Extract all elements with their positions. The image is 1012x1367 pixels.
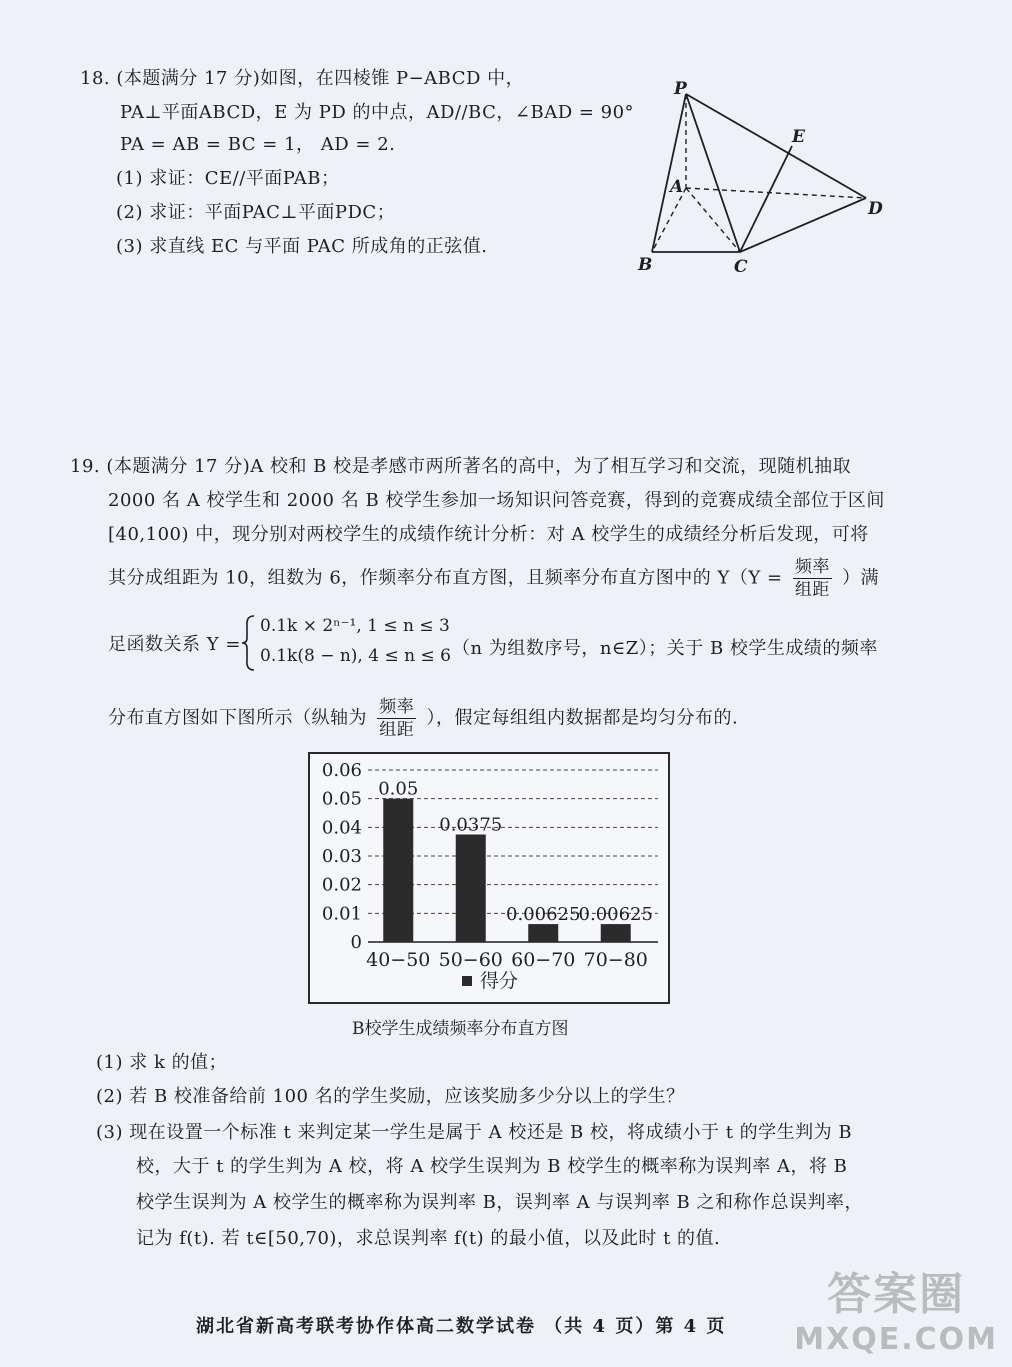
q18-sub2: (2) 求证：平面PAC⊥平面PDC；: [116, 202, 396, 223]
label-E: E: [792, 127, 805, 147]
bar-40−50: [383, 799, 413, 942]
q19-line5-a: 足函数关系 Y =: [108, 634, 241, 655]
fraction-freq-over-width-2: [377, 696, 416, 741]
fraction-numerator-2: 频率: [379, 697, 415, 717]
q18-sub3: (3) 求直线 EC 与平面 PAC 所成角的正弦值.: [116, 236, 488, 257]
piecewise-case-1: 0.1k × 2ⁿ⁻¹, 1 ≤ n ≤ 3: [260, 616, 450, 636]
q19-line5-b: （n 为组数序号，n∈Z）；关于 B 校学生成绩的频率: [452, 638, 878, 659]
q19-line6: [108, 696, 738, 741]
label-D: D: [868, 199, 883, 219]
x-tick-label: 40−50: [366, 949, 431, 971]
bar-70−80: [601, 924, 631, 942]
y-tick-label: 0.04: [321, 817, 362, 839]
x-tick-label: 70−80: [583, 949, 648, 971]
fraction-denominator: 组距: [794, 580, 830, 600]
y-tick-label: 0.02: [321, 874, 362, 896]
q19-line4-text-a: 其分成组距为 10，组数为 6，作频率分布直方图，且频率分布直方图中的 Y（Y =: [108, 567, 783, 589]
bar-value-label: 0.0375: [439, 814, 503, 836]
q18-line1: 18. (本题满分 17 分)如图，在四棱锥 P−ABCD 中，: [80, 68, 525, 89]
histogram-chart: [310, 754, 668, 1002]
histogram-frame: [308, 752, 670, 1004]
edge-EC: [740, 146, 792, 252]
q19-line4-text-b: ）满: [842, 567, 880, 589]
edge-PC: [686, 94, 740, 252]
q19-line1: 19. (本题满分 17 分)A 校和 B 校是孝感市两所著名的高中，为了相互学习和交流，现随机抽取: [70, 456, 852, 477]
edge-PD: [686, 94, 866, 198]
bar-value-label: 0.00625: [578, 904, 653, 926]
q19-line4: [108, 556, 879, 601]
edge-AD: [686, 188, 866, 198]
q18-sub1: (1) 求证：CE//平面PAB；: [116, 168, 340, 189]
q19-sub3-line1: (3) 现在设置一个标准 t 来判定某一学生是属于 A 校还是 B 校，将成绩小于 t 的学生判为 B: [96, 1122, 853, 1143]
q19-sub2: (2) 若 B 校准备给前 100 名的学生奖励，应该奖励多少分以上的学生？: [96, 1086, 685, 1107]
q19-sub3-line2: 校，大于 t 的学生判为 A 校，将 A 校学生误判为 B 校学生的概率称为误判率 A，将 B: [136, 1156, 848, 1177]
x-tick-label: 50−60: [438, 949, 503, 971]
chart-caption: B校学生成绩频率分布直方图: [352, 1019, 569, 1039]
legend-label: 得分: [480, 970, 519, 992]
piecewise-brace: [240, 614, 256, 672]
site-watermark: [794, 1258, 998, 1357]
y-tick-label: 0.06: [321, 760, 362, 781]
watermark-logo: 答案圈: [827, 1269, 966, 1320]
edge-AB: [652, 188, 686, 252]
q19-line6-text-b: ），假定每组组内数据都是均匀分布的.: [426, 707, 739, 729]
y-tick-label: 0: [350, 932, 362, 953]
page-footer: 湖北省新高考联考协作体高二数学试卷 （共 4 页）第 4 页: [196, 1316, 727, 1337]
bar-value-label: 0.00625: [506, 904, 581, 926]
q19-line3: [40,100) 中，现分别对两校学生的成绩作统计分析：对 A 校学生的成绩经分析后发现，可将: [108, 524, 869, 545]
label-P: P: [674, 80, 687, 99]
fraction-freq-over-width: [793, 556, 832, 601]
legend-swatch: [462, 976, 472, 986]
q19-sub3-line3: 校学生误判为 A 校学生的概率称为误判率 B，误判率 A 与误判率 B 之和称作总误判率，: [136, 1192, 864, 1213]
fraction-numerator: 频率: [794, 557, 830, 577]
q18-line2: PA⊥平面ABCD，E 为 PD 的中点，AD//BC，∠BAD = 90°: [120, 102, 635, 123]
label-B: B: [638, 255, 653, 275]
bar-value-label: 0.05: [378, 778, 419, 800]
edge-CD: [740, 198, 866, 252]
bar-50−60: [456, 835, 486, 943]
edge-AC: [686, 188, 740, 252]
piecewise-case-2: 0.1k(8 − n), 4 ≤ n ≤ 6: [260, 646, 451, 666]
edge-PB: [652, 94, 686, 252]
q19-line6-text-a: 分布直方图如下图所示（纵轴为: [108, 707, 367, 729]
y-tick-label: 0.05: [321, 788, 362, 810]
watermark-domain: MXQE.COM: [794, 1322, 998, 1357]
y-tick-label: 0.03: [321, 846, 362, 867]
q19-line2: 2000 名 A 校学生和 2000 名 B 校学生参加一场知识问答竞赛，得到的竞赛成绩全部位于区间: [108, 490, 885, 511]
bar-60−70: [528, 924, 558, 942]
pyramid-figure: [630, 80, 900, 280]
label-A: A: [670, 177, 684, 197]
fraction-denominator-2: 组距: [379, 720, 415, 740]
label-C: C: [734, 257, 748, 277]
q19-sub1: (1) 求 k 的值；: [96, 1052, 228, 1073]
x-tick-label: 60−70: [511, 949, 576, 971]
y-tick-label: 0.01: [321, 903, 362, 925]
q19-sub3-line4: 记为 f(t). 若 t∈[50,70)，求总误判率 f(t) 的最小值，以及此时 t 的值.: [136, 1228, 721, 1249]
q18-line3: PA = AB = BC = 1， AD = 2.: [120, 134, 396, 155]
